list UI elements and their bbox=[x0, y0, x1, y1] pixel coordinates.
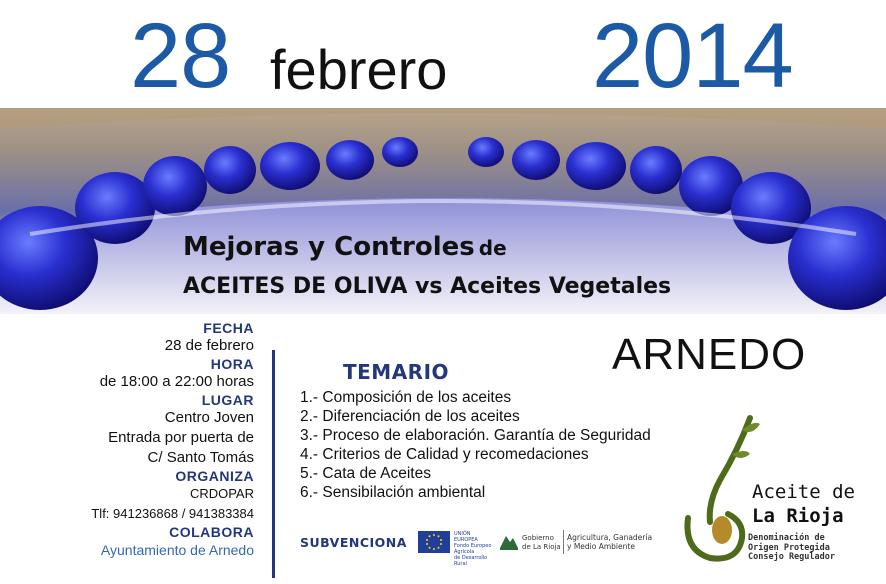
list-item: 1.- Composición de los aceites bbox=[300, 389, 512, 406]
glass-icon bbox=[512, 140, 560, 180]
lugar-line: Centro Joven bbox=[164, 409, 254, 426]
fecha-value: 28 de febrero bbox=[164, 337, 254, 354]
date-day: 28 bbox=[130, 5, 231, 107]
logo-line2: La Rioja bbox=[752, 505, 844, 527]
gov-separator bbox=[563, 530, 564, 554]
glass-icon bbox=[326, 140, 374, 180]
glass-icon bbox=[75, 172, 155, 244]
hora-value: de 18:00 a 22:00 horas bbox=[99, 373, 254, 390]
list-item: 2.- Diferenciación de los aceites bbox=[300, 408, 520, 425]
gobierno-rioja-icon bbox=[498, 530, 520, 552]
organiza-label: ORGANIZA bbox=[175, 468, 254, 484]
colabora-value: Ayuntamiento de Arnedo bbox=[100, 542, 254, 558]
glass-icon bbox=[204, 146, 256, 194]
date-month: febrero bbox=[270, 38, 448, 101]
fecha-label: FECHA bbox=[203, 320, 254, 336]
list-item: 3.- Proceso de elaboración. Garantía de Seguridad bbox=[300, 427, 651, 444]
logo-line1: Aceite de bbox=[752, 481, 855, 503]
temario-list bbox=[300, 388, 651, 502]
glass-icon bbox=[630, 146, 682, 194]
event-info bbox=[40, 320, 254, 560]
glass-icon bbox=[260, 142, 320, 190]
logo-subtitle: Denominación de Origen Protegida Consejo Regulador bbox=[748, 533, 835, 562]
list-item: 5.- Cata de Aceites bbox=[300, 465, 431, 482]
glass-icon bbox=[143, 156, 207, 216]
eu-text: UNIÓN EUROPEA Fondo Europeo Agrícola de Desarrollo Rural bbox=[454, 531, 492, 567]
column-divider bbox=[272, 350, 275, 578]
banner-title-connector: de bbox=[478, 236, 507, 260]
banner-photo bbox=[0, 108, 886, 314]
organiza-value: CRDOPAR bbox=[189, 486, 254, 501]
lugar-line: Entrada por puerta de bbox=[108, 429, 254, 446]
department-text: Agricultura, Ganadería y Medio Ambiente bbox=[567, 533, 653, 551]
banner-title: Mejoras y Controles de bbox=[183, 232, 507, 262]
glass-icon bbox=[468, 137, 504, 167]
glass-icon bbox=[566, 142, 626, 190]
eu-flag-icon bbox=[418, 531, 450, 553]
lugar-line: C/ Santo Tomás bbox=[147, 449, 254, 466]
list-item: 4.- Criterios de Calidad y recomedaciones bbox=[300, 446, 589, 463]
temario-title: TEMARIO bbox=[343, 360, 450, 384]
lugar-label: LUGAR bbox=[201, 392, 254, 408]
place-title: ARNEDO bbox=[612, 330, 807, 379]
hora-label: HORA bbox=[210, 356, 254, 372]
list-item: 6.- Sensibilación ambiental bbox=[300, 484, 486, 501]
colabora-label: COLABORA bbox=[169, 524, 254, 540]
telefono: Tlf: 941236868 / 941383384 bbox=[91, 506, 254, 521]
gobierno-text: Gobierno de La Rioja bbox=[522, 534, 561, 551]
banner-subtitle: ACEITES DE OLIVA vs Aceites Vegetales bbox=[183, 274, 672, 299]
date-year: 2014 bbox=[592, 5, 793, 107]
glass-icon bbox=[382, 137, 418, 167]
subvenciona-label: SUBVENCIONA bbox=[300, 535, 407, 550]
